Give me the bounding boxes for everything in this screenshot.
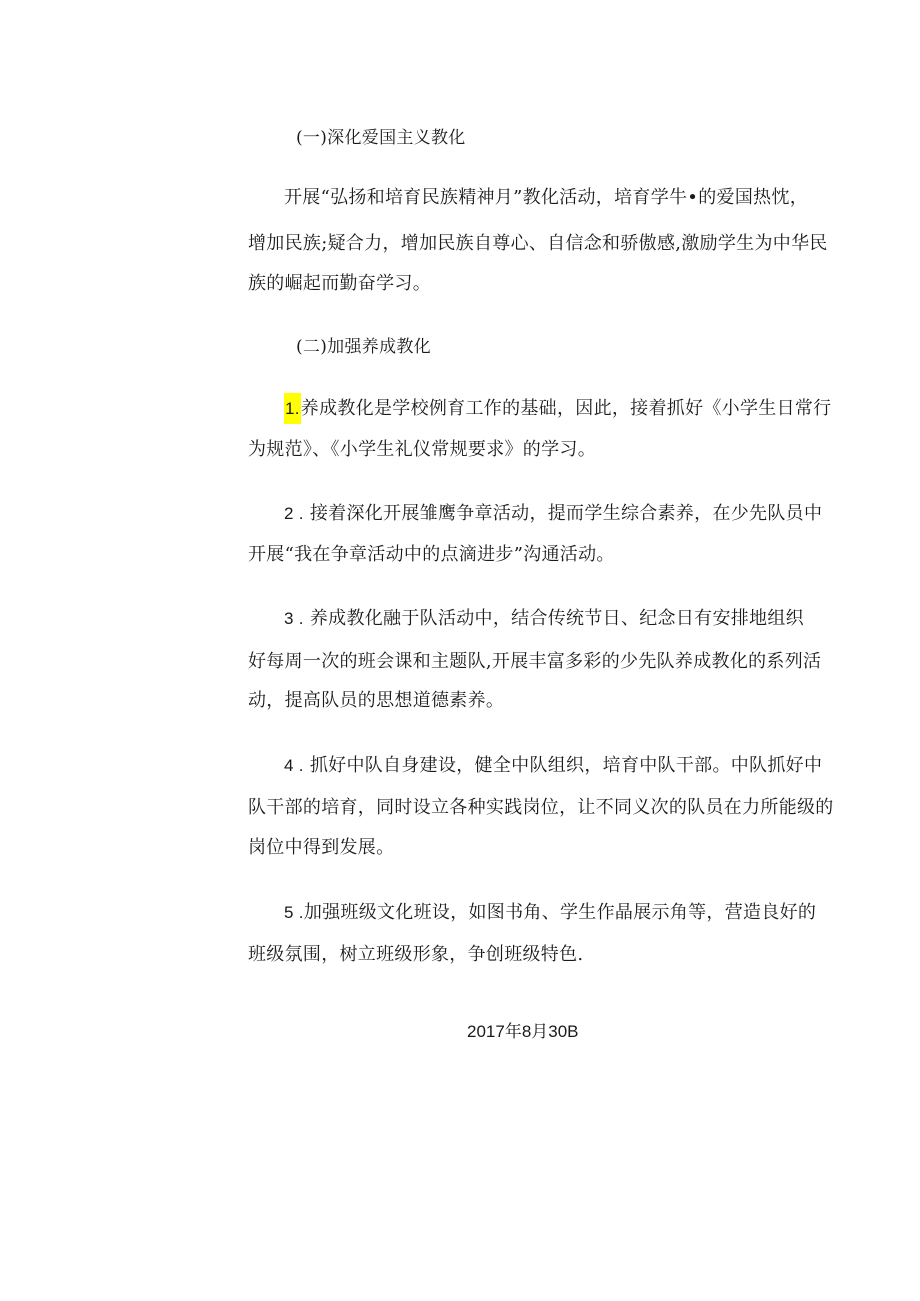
document-date: 2017年8月30B xyxy=(467,1022,579,1041)
list-item-text: 接着深化开展雏鹰争章活动，提而学生综合素养，在少先队员中 xyxy=(309,503,823,524)
section-heading-1: (一)深化爱国主义教化 xyxy=(296,128,466,148)
item-number-highlighted: 1. xyxy=(284,393,301,424)
item-number: 5 . xyxy=(284,903,304,922)
item-number: 2 . xyxy=(284,504,304,523)
paragraph-line: 族的崛起而勤奋学习。 xyxy=(248,273,431,294)
list-item-line: 班级氛围，树立班级形象，争创班级特色. xyxy=(248,944,584,965)
list-item-text: 加强班级文化班设，如图书角、学生作晶展示角等，营造良好的 xyxy=(303,902,817,923)
list-item-4 xyxy=(284,756,824,776)
paragraph-line: 增加民族;疑合力，增加民族自尊心、自信念和骄傲感,激励学生为中华民 xyxy=(248,233,828,254)
list-item-line: 队干部的培育，同时设立各种实践岗位，让不同义次的队员在力所能级的 xyxy=(248,797,834,818)
list-item-line: 为规范》、《小学生礼仪常规要求》的学习。 xyxy=(248,439,596,460)
list-item-line: 岗位中得到发展。 xyxy=(248,837,395,858)
list-item-line: 开展“我在争章活动中的点滴进步”沟通活动。 xyxy=(248,544,615,565)
section-heading-2: (二)加强养成教化 xyxy=(296,337,431,357)
list-item-1 xyxy=(284,398,832,419)
item-number: 4 . xyxy=(284,756,304,775)
list-item-text: 养成教化融于队活动中，结合传统节日、纪念日有安排地组织 xyxy=(309,608,804,629)
item-number: 3 . xyxy=(284,609,304,628)
list-item-text: 抓好中队自身建设，健全中队组织，培育中队干部。中队抓好中 xyxy=(309,755,823,776)
paragraph-line: 开展“弘扬和培育民族精神月”教化活动，培育学牛•的爱国热忱， xyxy=(284,187,809,208)
list-item-text: 养成教化是学校例育工作的基础，因此，接着抓好《小学生日常行 xyxy=(300,398,832,419)
list-item-3 xyxy=(284,609,824,629)
list-item-line: 好每周一次的班会课和主题队,开展丰富多彩的少先队养成教化的系列活 xyxy=(248,651,822,672)
list-item-2 xyxy=(284,504,824,524)
list-item-5 xyxy=(284,903,824,923)
list-item-line: 动，提高队员的思想道德素养。 xyxy=(248,690,505,711)
